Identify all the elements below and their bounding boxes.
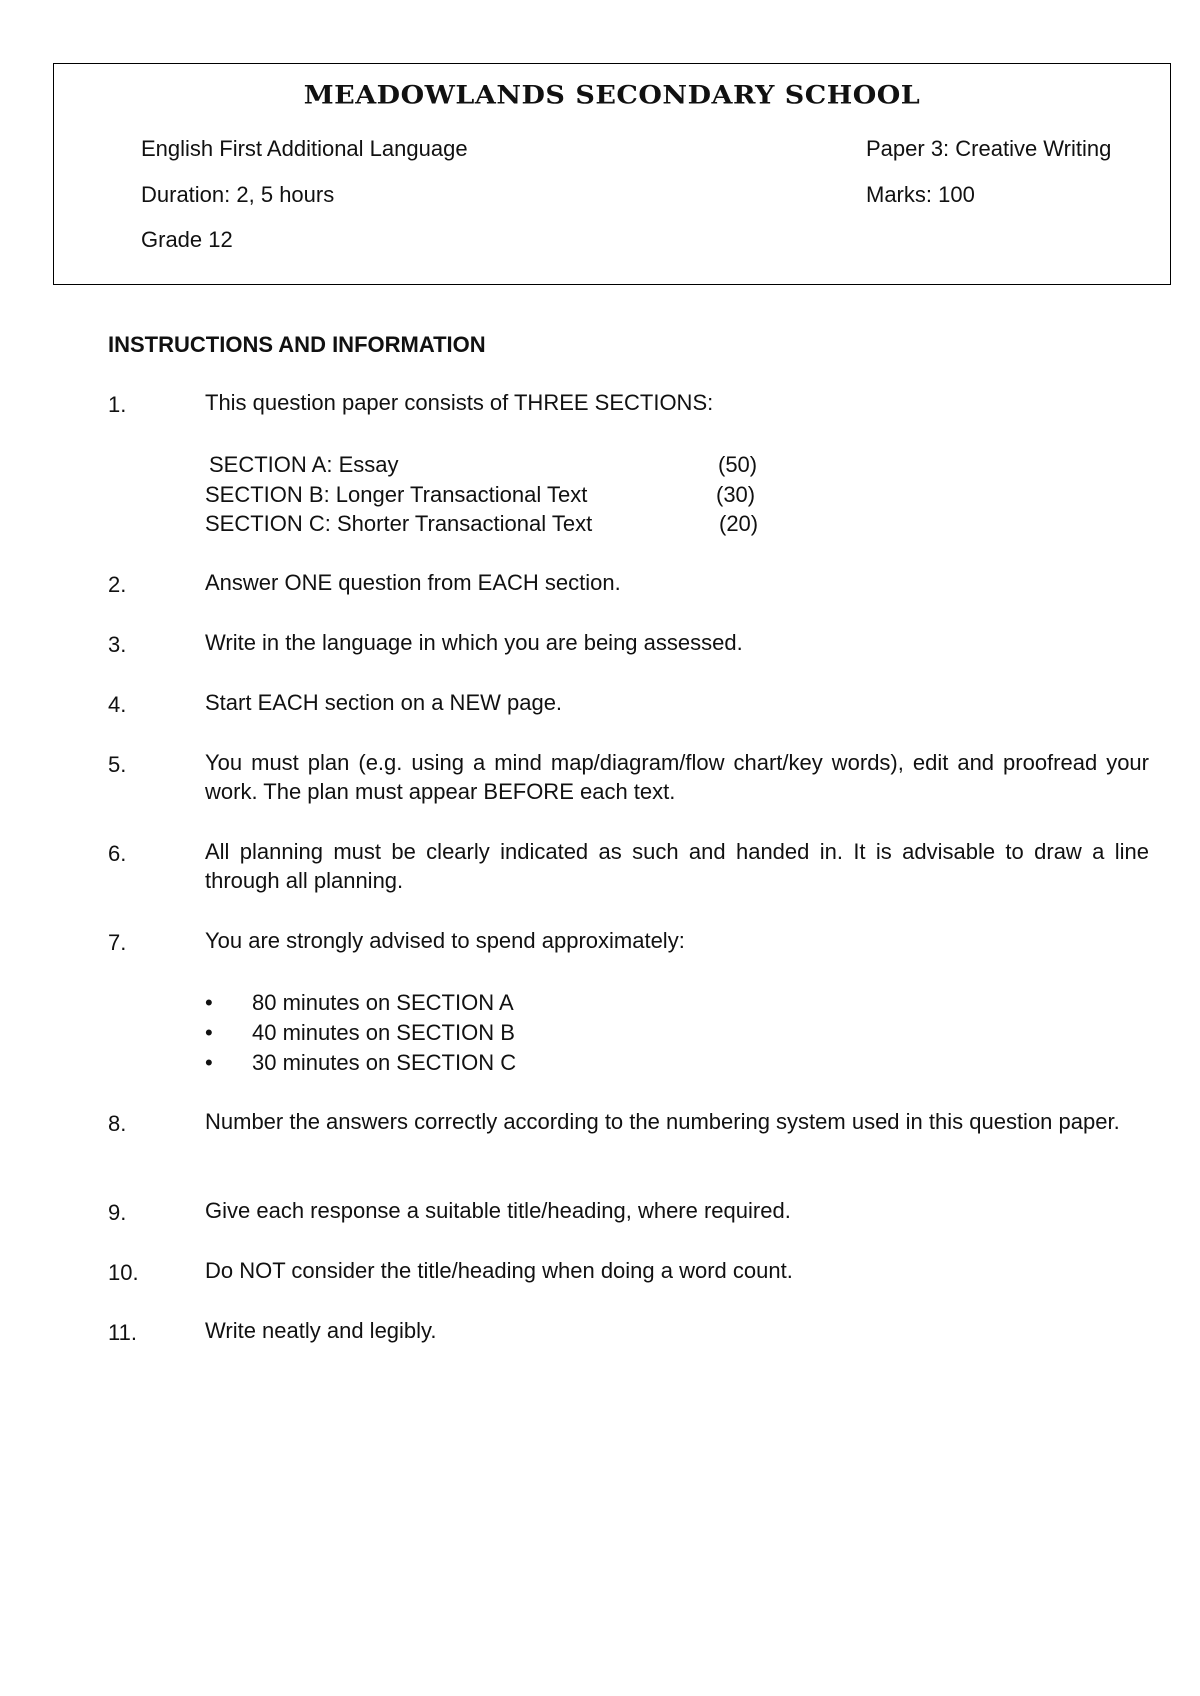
item-text: All planning must be clearly indicated as such and handed in. It is advisable to draw a line through all planning. <box>205 839 1149 893</box>
grade-label: Grade 12 <box>141 227 233 252</box>
section-b-marks: (30) <box>716 482 756 507</box>
subject-label: English First Additional Language <box>141 136 468 161</box>
item-text: Answer ONE question from EACH section. <box>205 570 621 595</box>
item-text: You are strongly advised to spend approximately: <box>205 928 685 953</box>
item-number: 11. <box>108 1320 137 1345</box>
bullet-icon: • <box>205 990 213 1015</box>
section-a-label: SECTION A: Essay <box>209 452 399 477</box>
header-box <box>53 63 1171 285</box>
section-c-marks: (20) <box>719 511 759 536</box>
item-number: 2. <box>108 572 127 597</box>
item-number: 6. <box>108 841 127 866</box>
item-text: Write in the language in which you are being assessed. <box>205 630 743 655</box>
item-number: 7. <box>108 930 127 955</box>
item-text: Write neatly and legibly. <box>205 1318 437 1343</box>
item-text: Give each response a suitable title/heading, where required. <box>205 1198 791 1223</box>
item-number: 8. <box>108 1111 127 1136</box>
time-bullet-item: 30 minutes on SECTION C <box>252 1050 517 1075</box>
bullet-icon: • <box>205 1020 213 1045</box>
item-text: You must plan (e.g. using a mind map/diagram/flow chart/key words), edit and proofread your work. The plan must appear BEFORE each text. <box>205 750 1149 804</box>
item-text: Do NOT consider the title/heading when doing a word count. <box>205 1258 793 1283</box>
item-number: 9. <box>108 1200 127 1225</box>
item-number: 10. <box>108 1260 139 1285</box>
duration-label: Duration: 2, 5 hours <box>141 182 335 207</box>
time-bullet-item: 80 minutes on SECTION A <box>252 990 514 1015</box>
section-a-marks: (50) <box>718 452 758 477</box>
item-text: This question paper consists of THREE SECTIONS: <box>205 390 714 415</box>
item-text: Number the answers correctly according to the numbering system used in this question paper. <box>205 1109 1120 1134</box>
time-bullet-item: 40 minutes on SECTION B <box>252 1020 515 1045</box>
instructions-heading: INSTRUCTIONS AND INFORMATION <box>108 332 486 357</box>
school-name: MEADOWLANDS SECONDARY SCHOOL <box>303 81 921 110</box>
item-text: Start EACH section on a NEW page. <box>205 690 563 715</box>
item-number: 5. <box>108 752 127 777</box>
item-number: 1. <box>108 392 127 417</box>
item-number: 4. <box>108 692 127 717</box>
marks-label: Marks: 100 <box>866 182 975 207</box>
item-number: 3. <box>108 632 127 657</box>
section-b-label: SECTION B: Longer Transactional Text <box>205 482 588 507</box>
paper-label: Paper 3: Creative Writing <box>866 136 1112 161</box>
section-c-label: SECTION C: Shorter Transactional Text <box>205 511 593 536</box>
bullet-icon: • <box>205 1050 213 1075</box>
